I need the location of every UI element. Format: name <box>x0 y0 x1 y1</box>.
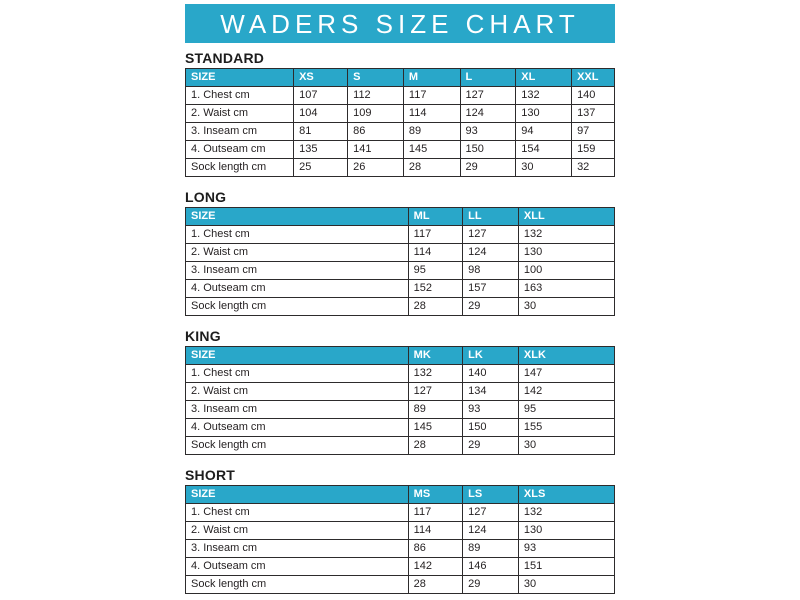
table-row <box>186 558 615 576</box>
measurement-value: 30 <box>516 159 572 177</box>
table-row <box>186 576 615 594</box>
size-table-short <box>185 485 615 594</box>
table-row <box>186 383 615 401</box>
measurement-value: 137 <box>572 105 615 123</box>
size-header-s: S <box>348 69 404 87</box>
measurement-value: 124 <box>463 522 519 540</box>
measurement-value: 150 <box>460 141 516 159</box>
header-row <box>186 486 615 504</box>
measurement-value: 30 <box>518 298 614 316</box>
size-header-xxl: XXL <box>572 69 615 87</box>
measurement-value: 29 <box>460 159 516 177</box>
size-header-ll: LL <box>463 208 519 226</box>
measurement-label: 2. Waist cm <box>186 105 294 123</box>
measurement-value: 94 <box>516 123 572 141</box>
measurement-value: 100 <box>518 262 614 280</box>
measurement-value: 145 <box>408 419 462 437</box>
measurement-value: 114 <box>403 105 460 123</box>
measurement-value: 140 <box>463 365 519 383</box>
measurement-value: 145 <box>403 141 460 159</box>
table-row <box>186 298 615 316</box>
measurement-value: 89 <box>408 401 462 419</box>
measurement-label: 1. Chest cm <box>186 226 409 244</box>
header-row <box>186 69 615 87</box>
table-row <box>186 87 615 105</box>
measurement-label: 3. Inseam cm <box>186 540 409 558</box>
measurement-value: 127 <box>460 87 516 105</box>
size-chart-sections <box>185 51 615 594</box>
measurement-value: 30 <box>518 576 614 594</box>
measurement-value: 142 <box>518 383 614 401</box>
measurement-value: 107 <box>294 87 348 105</box>
table-row <box>186 504 615 522</box>
measurement-value: 130 <box>518 522 614 540</box>
measurement-value: 127 <box>463 504 519 522</box>
measurement-value: 117 <box>408 226 462 244</box>
measurement-label: 4. Outseam cm <box>186 419 409 437</box>
measurement-value: 117 <box>408 504 462 522</box>
table-row <box>186 262 615 280</box>
measurement-value: 141 <box>348 141 404 159</box>
measurement-value: 117 <box>403 87 460 105</box>
size-header-ls: LS <box>463 486 519 504</box>
size-table-standard <box>185 68 615 177</box>
size-column-header: SIZE <box>186 347 409 365</box>
measurement-value: 109 <box>348 105 404 123</box>
measurement-value: 150 <box>463 419 519 437</box>
size-column-header: SIZE <box>186 69 294 87</box>
size-header-lk: LK <box>463 347 519 365</box>
measurement-label: 1. Chest cm <box>186 365 409 383</box>
size-header-ml: ML <box>408 208 462 226</box>
size-chart-content <box>185 4 615 594</box>
measurement-value: 104 <box>294 105 348 123</box>
measurement-value: 130 <box>518 244 614 262</box>
measurement-label: 3. Inseam cm <box>186 401 409 419</box>
measurement-label: 3. Inseam cm <box>186 262 409 280</box>
title-banner <box>185 4 615 43</box>
measurement-value: 93 <box>460 123 516 141</box>
section-title-long: LONG <box>185 189 227 205</box>
measurement-value: 154 <box>516 141 572 159</box>
measurement-value: 124 <box>463 244 519 262</box>
measurement-label: Sock length cm <box>186 298 409 316</box>
measurement-value: 135 <box>294 141 348 159</box>
measurement-value: 28 <box>408 437 462 455</box>
measurement-label: 4. Outseam cm <box>186 558 409 576</box>
size-header-xs: XS <box>294 69 348 87</box>
measurement-value: 28 <box>408 298 462 316</box>
measurement-value: 89 <box>403 123 460 141</box>
measurement-value: 140 <box>572 87 615 105</box>
measurement-value: 95 <box>408 262 462 280</box>
size-header-xlk: XLK <box>518 347 614 365</box>
measurement-value: 132 <box>518 226 614 244</box>
measurement-label: 2. Waist cm <box>186 383 409 401</box>
measurement-label: 1. Chest cm <box>186 87 294 105</box>
measurement-value: 29 <box>463 298 519 316</box>
measurement-label: 2. Waist cm <box>186 244 409 262</box>
measurement-label: 3. Inseam cm <box>186 123 294 141</box>
measurement-value: 32 <box>572 159 615 177</box>
size-header-ms: MS <box>408 486 462 504</box>
measurement-value: 93 <box>518 540 614 558</box>
measurement-label: 2. Waist cm <box>186 522 409 540</box>
table-row <box>186 105 615 123</box>
measurement-value: 159 <box>572 141 615 159</box>
size-table-long <box>185 207 615 316</box>
measurement-value: 132 <box>408 365 462 383</box>
measurement-value: 29 <box>463 576 519 594</box>
measurement-value: 124 <box>460 105 516 123</box>
size-table-king <box>185 346 615 455</box>
measurement-value: 114 <box>408 244 462 262</box>
size-header-l: L <box>460 69 516 87</box>
measurement-value: 147 <box>518 365 614 383</box>
measurement-value: 98 <box>463 262 519 280</box>
measurement-value: 114 <box>408 522 462 540</box>
size-column-header: SIZE <box>186 486 409 504</box>
measurement-value: 142 <box>408 558 462 576</box>
measurement-value: 26 <box>348 159 404 177</box>
page-title: WADERS SIZE CHART <box>220 8 580 39</box>
measurement-value: 112 <box>348 87 404 105</box>
measurement-value: 29 <box>463 437 519 455</box>
measurement-value: 25 <box>294 159 348 177</box>
measurement-value: 81 <box>294 123 348 141</box>
size-column-header: SIZE <box>186 208 409 226</box>
table-row <box>186 123 615 141</box>
table-row <box>186 365 615 383</box>
measurement-label: 1. Chest cm <box>186 504 409 522</box>
measurement-value: 97 <box>572 123 615 141</box>
size-header-m: M <box>403 69 460 87</box>
table-row <box>186 141 615 159</box>
table-row <box>186 419 615 437</box>
measurement-value: 146 <box>463 558 519 576</box>
section-title-short: SHORT <box>185 467 235 483</box>
table-row <box>186 244 615 262</box>
measurement-value: 132 <box>516 87 572 105</box>
measurement-value: 157 <box>463 280 519 298</box>
measurement-value: 95 <box>518 401 614 419</box>
measurement-label: Sock length cm <box>186 576 409 594</box>
size-header-xls: XLS <box>518 486 614 504</box>
measurement-label: 4. Outseam cm <box>186 141 294 159</box>
measurement-value: 93 <box>463 401 519 419</box>
measurement-value: 89 <box>463 540 519 558</box>
measurement-label: 4. Outseam cm <box>186 280 409 298</box>
measurement-value: 86 <box>408 540 462 558</box>
table-row <box>186 401 615 419</box>
size-header-mk: MK <box>408 347 462 365</box>
section-title-standard: STANDARD <box>185 50 265 66</box>
measurement-value: 30 <box>518 437 614 455</box>
measurement-value: 132 <box>518 504 614 522</box>
measurement-value: 155 <box>518 419 614 437</box>
table-row <box>186 522 615 540</box>
measurement-value: 163 <box>518 280 614 298</box>
measurement-value: 127 <box>408 383 462 401</box>
measurement-label: Sock length cm <box>186 437 409 455</box>
table-row <box>186 226 615 244</box>
size-header-xl: XL <box>516 69 572 87</box>
measurement-value: 127 <box>463 226 519 244</box>
table-row <box>186 159 615 177</box>
measurement-label: Sock length cm <box>186 159 294 177</box>
measurement-value: 28 <box>403 159 460 177</box>
measurement-value: 28 <box>408 576 462 594</box>
section-title-king: KING <box>185 328 221 344</box>
table-row <box>186 437 615 455</box>
measurement-value: 86 <box>348 123 404 141</box>
header-row <box>186 208 615 226</box>
measurement-value: 130 <box>516 105 572 123</box>
measurement-value: 134 <box>463 383 519 401</box>
measurement-value: 151 <box>518 558 614 576</box>
table-row <box>186 540 615 558</box>
table-row <box>186 280 615 298</box>
size-header-xll: XLL <box>518 208 614 226</box>
header-row <box>186 347 615 365</box>
measurement-value: 152 <box>408 280 462 298</box>
